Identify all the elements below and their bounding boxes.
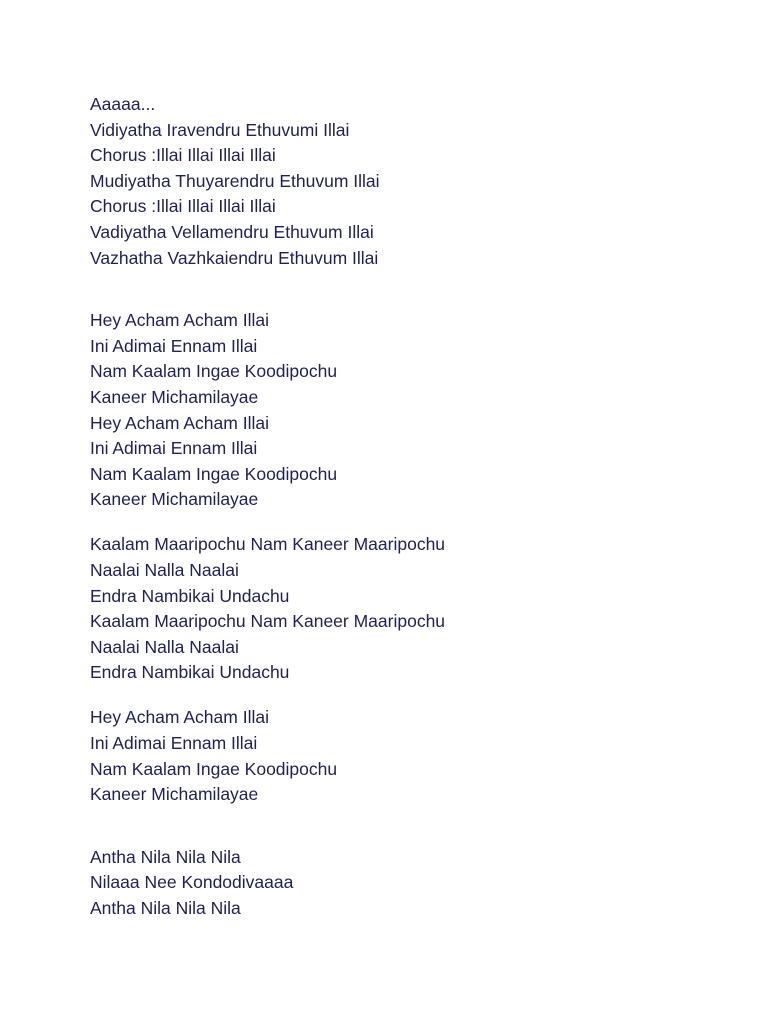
lyric-line: Chorus :Illai Illai Illai Illai bbox=[90, 196, 276, 217]
lyric-line: Kaalam Maaripochu Nam Kaneer Maaripochu bbox=[90, 611, 446, 632]
lyric-line: Kaalam Maaripochu Nam Kaneer Maaripochu bbox=[90, 534, 446, 555]
stanza-verse bbox=[90, 532, 730, 686]
lyric-line: Kaneer Michamilayae bbox=[90, 784, 259, 805]
lyric-line: Hey Acham Acham Illai bbox=[90, 310, 269, 331]
lyric-line: Chorus :Illai Illai Illai Illai bbox=[90, 145, 276, 166]
lyric-line: Kaneer Michamilayae bbox=[90, 489, 259, 510]
lyric-line: Nilaaa Nee Kondodivaaaa bbox=[90, 872, 294, 893]
lyric-line: Endra Nambikai Undachu bbox=[90, 585, 290, 606]
lyric-line: Antha Nila Nila Nila bbox=[90, 846, 241, 867]
lyric-line: Mudiyatha Thuyarendru Ethuvum Illai bbox=[90, 170, 380, 191]
stanza-outro bbox=[90, 845, 730, 922]
lyric-line: Aaaaa... bbox=[90, 94, 156, 114]
lyric-line: Vidiyatha Iravendru Ethuvumi Illai bbox=[90, 119, 350, 140]
lyric-line: Hey Acham Acham Illai bbox=[90, 707, 269, 728]
lyric-line: Naalai Nalla Naalai bbox=[90, 636, 239, 657]
lyric-line: Nam Kaalam Ingae Koodipochu bbox=[90, 463, 338, 484]
lyric-line: Kaneer Michamilayae bbox=[90, 386, 259, 407]
lyric-line: Naalai Nalla Naalai bbox=[90, 560, 239, 580]
stanza-chorus-2 bbox=[90, 705, 730, 807]
lyric-line: Ini Adimai Ennam Illai bbox=[90, 438, 258, 459]
lyric-line: Antha Nila Nila Nila bbox=[90, 898, 241, 919]
lyrics-body bbox=[90, 92, 730, 922]
lyric-line: Ini Adimai Ennam Illai bbox=[90, 335, 258, 356]
stanza-spacer bbox=[90, 513, 730, 533]
stanza-spacer bbox=[90, 271, 730, 308]
lyric-line: Vazhatha Vazhkaiendru Ethuvum Illai bbox=[90, 247, 379, 268]
lyric-line: Vadiyatha Vellamendru Ethuvum Illai bbox=[90, 221, 374, 242]
stanza-chorus-1 bbox=[90, 308, 730, 513]
lyric-line: Ini Adimai Ennam Illai bbox=[90, 733, 258, 754]
lyric-line: Endra Nambikai Undachu bbox=[90, 662, 290, 683]
lyric-line: Nam Kaalam Ingae Koodipochu bbox=[90, 361, 338, 382]
lyric-line: Nam Kaalam Ingae Koodipochu bbox=[90, 758, 338, 779]
lyric-line: Hey Acham Acham Illai bbox=[90, 412, 269, 433]
stanza-spacer bbox=[90, 686, 730, 706]
stanza-spacer bbox=[90, 808, 730, 845]
stanza-intro bbox=[90, 92, 730, 271]
